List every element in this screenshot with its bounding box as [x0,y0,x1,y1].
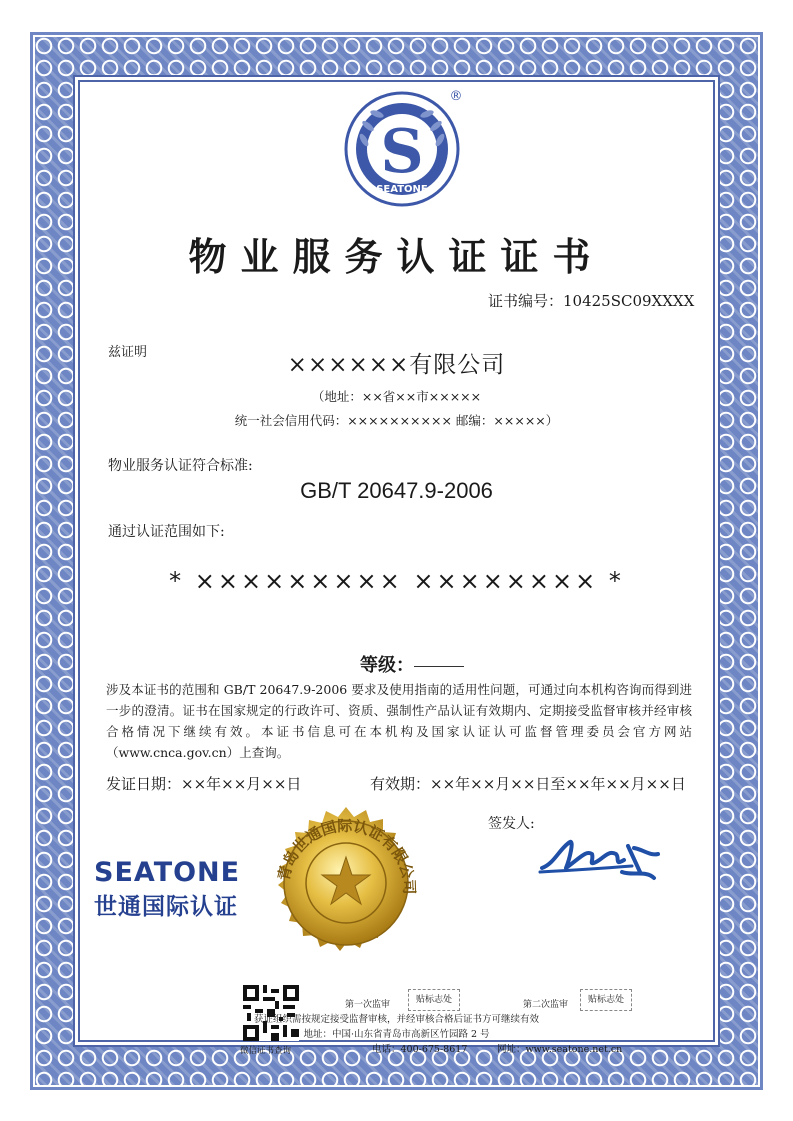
grade-blank-line [414,666,464,667]
scope-label: 通过认证范围如下: [108,524,225,540]
seal-text: 青岛世通国际认证有限公司 [274,816,419,895]
footer-phone: 电话：400-675-8617 [372,1044,468,1055]
footer-notice: 获证组织需按规定接受监督审核，并经审核合格后证书方可继续有效 [253,1014,539,1025]
address-line: （地址：××省××市××××× [311,389,482,404]
gold-seal [262,805,430,973]
signature [536,828,666,890]
supervision-1-label: 第一次监审 [345,1000,391,1010]
grade-label: 等级： [360,655,414,676]
valid-date: 有效期：××年××月××日至××年××月××日 [370,775,686,793]
signer-label: 签发人: [488,816,535,832]
standard-label: 物业服务认证符合标准: [108,458,253,474]
seatone-logo [344,88,466,210]
logo-brand-text: SEATONE [376,184,428,195]
certificate-number: 证书编号：10425SC09XXXX [488,292,695,310]
sticker-slot-2: 贴标志处 [580,989,632,1011]
issue-date: 发证日期：××年××月××日 [106,775,302,793]
registered-mark: ® [449,89,463,104]
scope-value: * ××××××××× ×××××××× * [169,567,624,595]
validity-paragraph: 涉及本证书的范围和 GB/T 20647.9-2006 要求及使用指南的适用性问题，可通过向本机构咨询而得到进一步的澄清。证书在国家规定的行政许可、资质、强制性产品认证有效期内、定期接受监督审核并经审核合格情况下继续有效。本证书信息可在本机构及国家认证认可监督管理委员会官方网站（www.cnca.gov.cn）上查询。 [106,682,692,760]
brand-name-cn: 世通国际认证 [94,894,238,920]
supervision-2-label: 第二次监审 [523,1000,569,1010]
logo-letter: S [380,117,424,187]
standard-value: GB/T 20647.9-2006 [300,478,493,503]
credit-code-line: 统一社会信用代码：×××××××××× 邮编：×××××） [234,413,559,428]
sticker-slot-1: 贴标志处 [408,989,460,1011]
brand-name-en: SEATONE [94,857,241,888]
company-name: ××××××有限公司 [287,352,506,378]
qr-label: 微信证书查询 [240,1046,292,1056]
footer-address: 地址：中国·山东省青岛市高新区竹园路 2 号 [303,1029,490,1040]
certificate-title: 物业服务认证证书 [188,234,605,279]
footer-website: 网址：www.seatone.net.cn [497,1044,623,1055]
certify-label: 兹证明 [108,345,148,360]
